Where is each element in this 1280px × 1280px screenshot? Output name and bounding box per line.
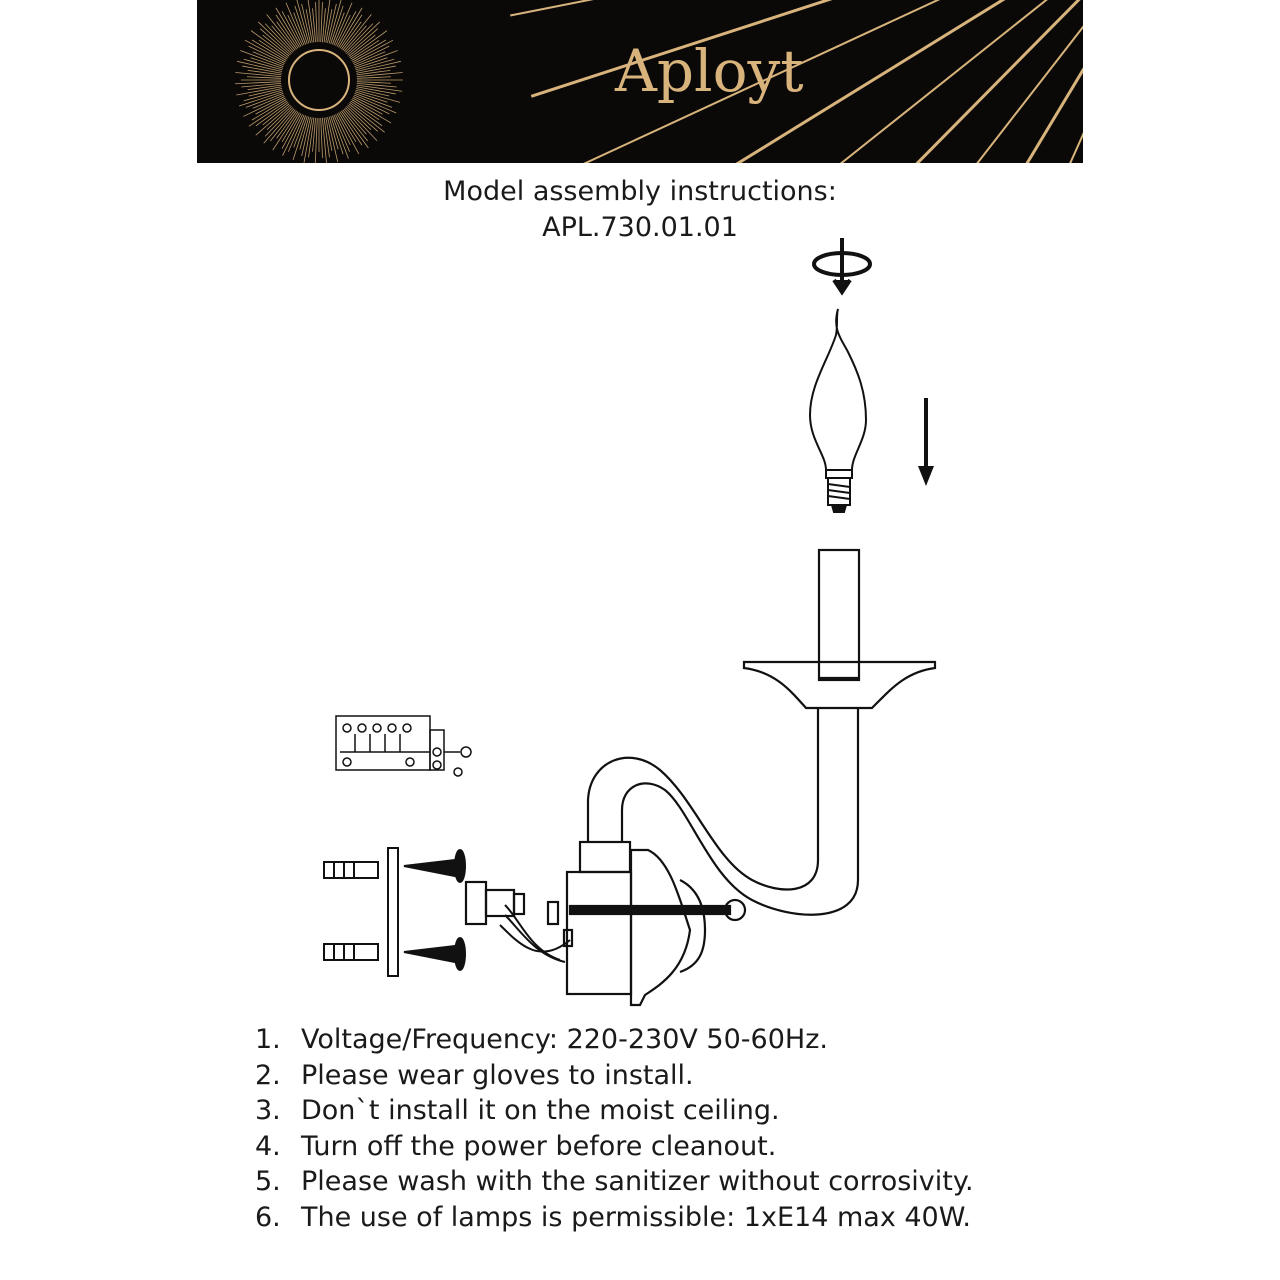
screw-icon (404, 850, 465, 970)
candle-bulb-icon (810, 309, 866, 512)
brand-logo-text: Aployt (615, 37, 804, 105)
instruction-item (255, 1022, 974, 1058)
model-number: APL.730.01.01 (542, 212, 738, 243)
instructions-list (255, 1022, 974, 1235)
instruction-text: Please wear gloves to install. (301, 1059, 694, 1091)
wall-plug-icon (324, 862, 378, 960)
wall-sconce-icon (466, 550, 935, 1005)
instruction-number: 3. (255, 1095, 281, 1126)
document-title: Model assembly instructions: (443, 176, 837, 207)
down-arrow-icon (918, 398, 934, 486)
instruction-text: Please wash with the sanitizer without corrosivity. (301, 1166, 974, 1197)
instruction-item (255, 1164, 974, 1200)
instruction-text: Voltage/Frequency: 220-230V 50-60Hz. (301, 1024, 828, 1055)
instruction-number: 5. (255, 1166, 281, 1197)
rotate-arrow-icon (814, 238, 870, 292)
instruction-text: The use of lamps is permissible: 1xE14 max 40W. (301, 1201, 971, 1233)
instruction-item (255, 1058, 974, 1094)
instruction-item (255, 1200, 974, 1236)
instruction-item (255, 1093, 974, 1129)
terminal-block-icon (336, 716, 471, 776)
mounting-plate-icon (388, 848, 398, 976)
instruction-number: 4. (255, 1130, 281, 1162)
instruction-text: Don`t install it on the moist ceiling. (301, 1095, 780, 1126)
instruction-item (255, 1129, 974, 1165)
instruction-text: Turn off the power before cleanout. (301, 1130, 777, 1162)
instruction-number: 1. (255, 1024, 281, 1055)
instruction-number: 2. (255, 1059, 281, 1091)
instruction-number: 6. (255, 1201, 281, 1233)
header-banner (197, 0, 1083, 163)
